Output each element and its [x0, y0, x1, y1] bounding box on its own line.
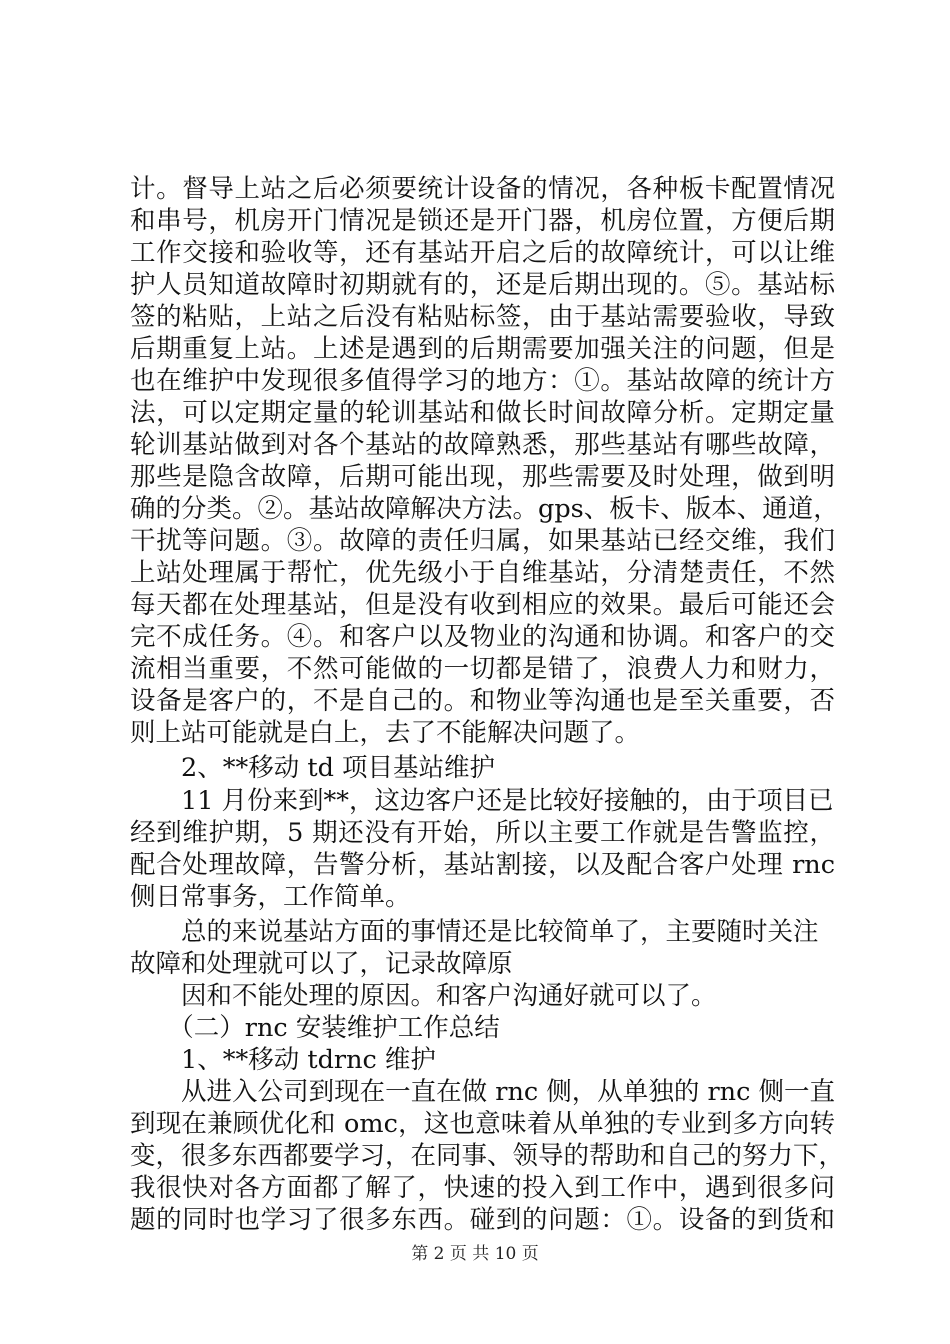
- text-line: 轮训基站做到对各个基站的故障熟悉，那些基站有哪些故障，: [130, 430, 835, 460]
- text-line: 后期重复上站。上述是遇到的后期需要加强关注的问题，但是: [130, 334, 835, 364]
- text-line: 完不成任务。④。和客户以及物业的沟通和协调。和客户的交: [130, 622, 835, 652]
- text-line: 法，可以定期定量的轮训基站和做长时间故障分析。定期定量: [130, 398, 835, 428]
- text-line: 那些是隐含故障，后期可能出现，那些需要及时处理，做到明: [130, 462, 835, 492]
- text-line: 侧日常事务，工作简单。: [130, 882, 411, 912]
- text-line: 到现在兼顾优化和 omc，这也意味着从单独的专业到多方向转: [130, 1109, 835, 1139]
- text-line: 流相当重要，不然可能做的一切都是错了，浪费人力和财力，: [130, 654, 835, 684]
- text-line: 故障和处理就可以了，记录故障原: [130, 949, 513, 979]
- page-footer: 第 2 页 共 10 页: [411, 1244, 539, 1264]
- text-line: 也在维护中发现很多值得学习的地方：①。基站故障的统计方: [130, 366, 835, 396]
- text-line: 2、**移动 td 项目基站维护: [130, 753, 496, 783]
- text-line: 从进入公司到现在一直在做 rnc 侧，从单独的 rnc 侧一直: [130, 1077, 835, 1107]
- text-line: 11 月份来到**，这边客户还是比较好接触的，由于项目已: [130, 786, 834, 816]
- text-line: （二）rnc 安装维护工作总结: [130, 1013, 500, 1043]
- text-line: 每天都在处理基站，但是没有收到相应的效果。最后可能还会: [130, 590, 835, 620]
- text-line: 设备是客户的，不是自己的。和物业等沟通也是至关重要，否: [130, 686, 835, 716]
- text-line: 因和不能处理的原因。和客户沟通好就可以了。: [130, 981, 717, 1011]
- text-line: 确的分类。②。基站故障解决方法。gps、板卡、版本、通道，: [130, 494, 839, 524]
- text-line: 上站处理属于帮忙，优先级小于自维基站，分清楚责任，不然: [130, 558, 835, 588]
- text-line: 则上站可能就是白上，去了不能解决问题了。: [130, 718, 641, 748]
- text-line: 题的同时也学习了很多东西。碰到的问题：①。设备的到货和: [130, 1205, 835, 1235]
- text-line: 和串号，机房开门情况是锁还是开门器，机房位置，方便后期: [130, 206, 835, 236]
- text-line: 1、**移动 tdrnc 维护: [130, 1045, 436, 1075]
- text-line: 配合处理故障，告警分析，基站割接，以及配合客户处理 rnc: [130, 850, 835, 880]
- text-line: 计。督导上站之后必须要统计设备的情况，各种板卡配置情况: [130, 174, 835, 204]
- text-line: 变，很多东西都要学习，在同事、领导的帮助和自己的努力下，: [130, 1141, 845, 1171]
- text-line: 我很快对各方面都了解了，快速的投入到工作中，遇到很多问: [130, 1173, 835, 1203]
- text-line: 签的粘贴，上站之后没有粘贴标签，由于基站需要验收，导致: [130, 302, 835, 332]
- text-line: 经到维护期，5 期还没有开始，所以主要工作就是告警监控，: [130, 818, 835, 848]
- text-line: 护人员知道故障时初期就有的，还是后期出现的。⑤。基站标: [130, 270, 835, 300]
- text-line: 干扰等问题。③。故障的责任归属，如果基站已经交维，我们: [130, 526, 835, 556]
- text-line: 总的来说基站方面的事情还是比较简单了，主要随时关注: [130, 917, 819, 947]
- text-line: 工作交接和验收等，还有基站开启之后的故障统计，可以让维: [130, 238, 835, 268]
